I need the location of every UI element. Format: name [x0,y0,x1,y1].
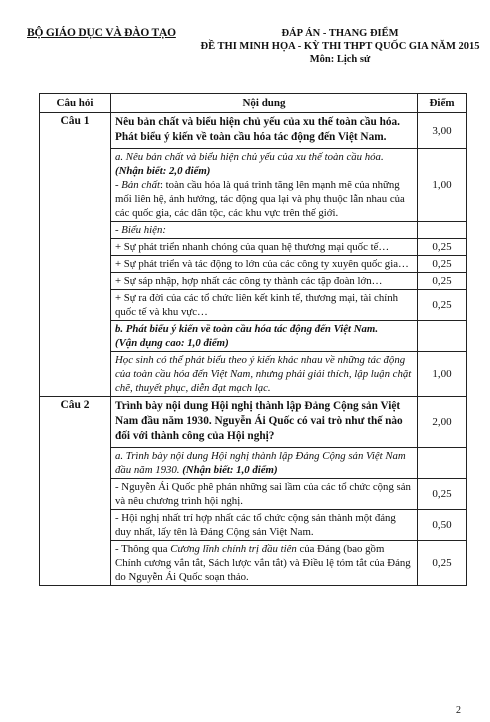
question-2-text: Trình bày nội dung Hội nghị thành lập Đảng Cộng sản Việt Nam đầu năm 1930. Nguyễn Ái Quốc có vai trò như thế nào đối với thành công của Hội nghị? [111,397,418,448]
answer-table [39,93,467,586]
q1-manifest-label: - Biểu hiện: [111,222,418,239]
q2-item-1-score: 0,25 [418,479,467,510]
column-content: Nội dung [111,94,418,113]
q1-b-text: Học sinh có thể phát biểu theo ý kiến khác nhau về những tác động của toàn cầu hóa đến Việt Nam, nhưng phải giải thích, lập luận chặt chẽ, thuyết phục, diễn đạt mạch lạc. [111,352,418,397]
q1-item-3: + Sự sáp nhập, hợp nhất các công ty thành các tập đoàn lớn… [111,273,418,290]
column-score: Điểm [418,94,467,113]
q2-item-3-pre: - Thông qua [115,543,171,555]
q1-a-level: (Nhận biết: 2,0 điểm) [115,165,211,177]
table-header-row [40,94,467,113]
question-2-label: Câu 2 [40,397,111,586]
q2-item-3 [111,541,418,586]
q2-item-3-score: 0,25 [418,541,467,586]
q1-item-1: + Sự phát triển nhanh chóng của quan hệ thương mại quốc tế… [111,239,418,256]
empty-score-cell [418,222,467,239]
q1-item-1-score: 0,25 [418,239,467,256]
q2-item-3-post: của Đảng (bao gồm Chính cương vắn tắt, Sách lược vắn tắt) và Điều lệ tóm tắt của Đảng do Nguyễn Ái Quốc soạn thảo. [115,543,411,583]
q2-part-a [111,448,418,479]
question-1-text: Nêu bản chất và biểu hiện chủ yếu của xu thế toàn cầu hóa. Phát biểu ý kiến về toàn cầu hóa tác động đến Việt Nam. [111,113,418,149]
heading-line-2: ĐỀ THI MINH HỌA - KỲ THI THPT QUỐC GIA NĂM 2015 [200,41,480,52]
q1-part-a [111,149,418,222]
q1-b-level: (Vận dụng cao: 1,0 điểm) [115,337,229,349]
heading-line-1: ĐÁP ÁN - THANG ĐIỂM [281,28,399,39]
empty-score-cell [418,448,467,479]
empty-score-cell [418,321,467,352]
q1-essence-label: - Bản chất [115,179,160,191]
table-row [40,397,467,448]
q2-item-2: - Hội nghị nhất trí hợp nhất các tổ chức cộng sản thành một đảng duy nhất, lấy tên là Đảng Cộng sản Việt Nam. [111,510,418,541]
q2-a-title: a. Trình bày nội dung Hội nghị thành lập Đảng Cộng sản Việt Nam đầu năm 1930. [115,450,406,476]
document-heading [200,27,480,66]
q1-part-b-title [111,321,418,352]
q2-item-1: - Nguyễn Ái Quốc phê phán những sai lầm của các tổ chức cộng sản và nêu chương trình hội nghị. [111,479,418,510]
q1-item-2-score: 0,25 [418,256,467,273]
q1-item-2: + Sự phát triển và tác động to lớn của các công ty xuyên quốc gia… [111,256,418,273]
question-2-score: 2,00 [418,397,467,448]
question-1-label: Câu 1 [40,113,111,397]
q2-a-level: (Nhận biết: 1,0 điểm) [182,464,278,476]
q1-b-title: b. Phát biểu ý kiến về toàn cầu hóa tác động đến Việt Nam. [115,323,379,335]
q2-item-2-score: 0,50 [418,510,467,541]
q1-item-3-score: 0,25 [418,273,467,290]
heading-line-3: Môn: Lịch sử [309,54,371,65]
page-number: 2 [456,705,461,716]
q1-a-title: a. Nêu bản chất và biểu hiện chủ yếu của xu thế toàn cầu hóa. [115,151,384,163]
q1-essence-score: 1,00 [418,149,467,222]
q1-item-4-score: 0,25 [418,290,467,321]
q1-b-score: 1,00 [418,352,467,397]
question-1-score: 3,00 [418,113,467,149]
table-row [40,113,467,149]
q1-item-4: + Sự ra đời của các tổ chức liên kết kinh tế, thương mại, tài chính quốc tế và khu vực… [111,290,418,321]
q2-item-3-italic: Cương lĩnh chính trị đầu tiên [170,543,297,555]
q1-essence-text: : toàn cầu hóa là quá trình tăng lên mạnh mẽ của những mối liên hệ, ảnh hưởng, tác động qua lại và phụ thuộc lẫn nhau của các quốc gia, các dân tộc, các khu vực trên thế giới. [115,179,405,219]
ministry-name: BỘ GIÁO DỤC VÀ ĐÀO TẠO [27,27,176,39]
column-question: Câu hỏi [40,94,111,113]
